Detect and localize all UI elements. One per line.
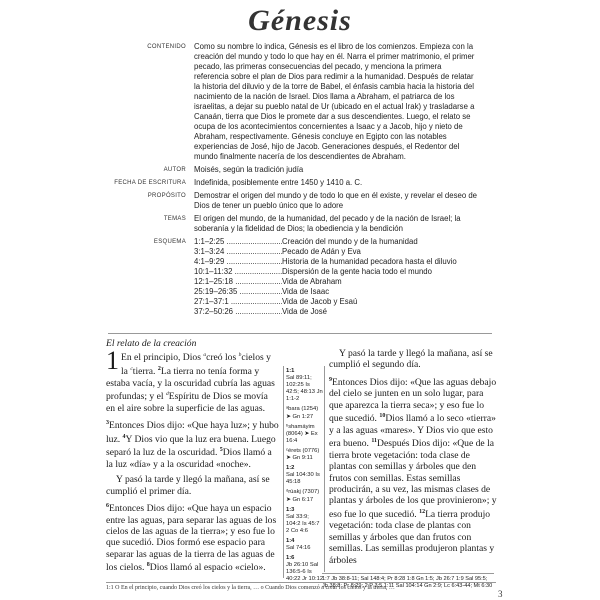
verse-paragraph: $^6$Entonces Dios dijo: «Que haya un espacio entre las aguas, para separar las aguas de los cielos de las aguas de la tierra»; y eso fue lo que sucedió. Dios formó ese espacio para separar las aguas de la tierra de las aguas de los cielos. $^8$Dios llamó al espacio «cielo». [106, 503, 277, 574]
esquema-label: ESQUEMA [153, 239, 186, 245]
cross-reference-footer: 1:7 Jb 38:8-11; Sal 148:4; Pr 8:28 1:8 Gn 1:5; Jb 26:7 1:9 Sal 95:5; Jb 38:8; Pr 8:29; 2 P 3:5 1:11 Sal 104:14 Gn 2:9; Lc 6:43-44; Mt 6:30 [322, 573, 494, 590]
verse-number: 4 [122, 433, 126, 440]
cross-reference: 1:4 Sal 74:16 [286, 537, 311, 552]
fecha-label: FECHA DE ESCRITURA [114, 180, 186, 186]
scripture-column-right [329, 348, 499, 570]
contenido-text: Como su nombre lo indica, Génesis es el libro de los comienzos. Empieza con la creación del mundo y todo lo que hay en él. Narra el primer matrimonio, el primer pecado, las primeras consecuencias del pecado, y menciona la primera referencia sobre el plan de Dios para redimir a la humanidad. Después de relatar la historia del diluvio y de la torre de Babel, el énfasis cambia hacia la historia del nacimiento de la nación de Israel. Dios llama a Abraham, el patriarca de los israelitas, a dejar su pueblo natal de Ur (ubicado en el actual Irak) y trasladarse a Canaán, tierra que Dios le promete dar a sus descendientes. Luego, el relato se ocupa de los acontecimientos concernientes a Isaac y a Jacob, hijo y nieto de Abraham, respectivamente. Génesis concluye en Egipto con las notables experiencias de José, hijo de Jacob. Generaciones después, el Redentor del mundo finalmente nacería de los descendientes de Abraham. [194, 42, 475, 161]
esquema-item: 27:1–37:1 ..... Vida de Jacob y Esaú [194, 297, 478, 307]
verse-number: 12 [419, 508, 426, 515]
cross-reference: ᵇshamáyim (8064) ➤ Ex 16:4 [286, 423, 318, 444]
autor-text: Moisés, según la tradición judía [194, 165, 304, 174]
cross-reference: ᶜérets (0776) ➤ Gn 9:11 [286, 447, 320, 462]
verse-paragraph: Y pasó la tarde y llegó la mañana, así se cumplió el segundo día. [329, 348, 493, 371]
verse-paragraph: Y pasó la tarde y llegó la mañana, así se cumplió el primer día. [106, 474, 270, 497]
book-introduction [108, 42, 478, 320]
esquema-item: 12:1–25:18 ..... Vida de Abraham [194, 277, 478, 287]
intro-autor [108, 165, 478, 175]
chapter-number: 1 [106, 346, 119, 376]
section-heading: El relato de la creación [106, 338, 197, 349]
verse-number: 9 [329, 376, 332, 383]
esquema-item: 10:1–11:32 ..... Dispersión de la gente hacia todo el mundo [194, 267, 478, 277]
esquema-item: 1:1–2:25 ..... Creación del mundo y de la humanidad [194, 237, 478, 247]
column-rule [324, 366, 325, 572]
cross-reference: 1:1 Sal 89:11; 102:25 Is 42:5; 48:13 Jn 1:1-2 [286, 368, 323, 403]
intro-esquema [108, 237, 478, 317]
cross-reference: ᵃbara (1254) ➤ Gn 1:27 [286, 406, 319, 420]
temas-text: El origen del mundo, de la humanidad, del pecado y de la nación de Israel; la soberanía y la fidelidad de Dios; la obediencia y la bendición [194, 214, 461, 233]
page-number: 3 [498, 589, 503, 599]
intro-temas [108, 214, 478, 234]
contenido-label: CONTENIDO [147, 44, 186, 50]
cross-reference: 1:3 Sal 33:9; 104:2 Is 45:7 2 Co 4:6 [286, 506, 320, 534]
cross-reference-column [286, 368, 324, 587]
esquema-item: 37:2–50:26 ..... Vida de José [194, 307, 478, 317]
intro-fecha [108, 178, 478, 188]
fecha-text: Indefinida, posiblemente entre 1450 y 1410 a. C. [194, 178, 363, 187]
verse-paragraph: 1 En el principio, Dios $^a$creó los $^b$cielos y la $^c$tierra. $^2$La tierra no tenía forma y estaba vacía, y la oscuridad cubría las aguas profundas; y el $^d$Espíritu de Dios se movía en el aire sobre la superficie de las aguas. [106, 346, 275, 414]
verse-number: 10 [379, 413, 386, 420]
esquema-item: 25:19–26:35 ..... Vida de Isaac [194, 287, 478, 297]
column-rule [283, 366, 284, 578]
section-divider [108, 333, 492, 334]
proposito-text: Demostrar el origen del mundo y de todo lo que en él existe, y revelar el deseo de Dios de tener un pueblo único que lo adore [194, 191, 478, 210]
esquema-item: 3:1–3:24 ..... Pecado de Adán y Eva [194, 247, 478, 257]
intro-contenido [108, 42, 478, 162]
verse-number: 2 [157, 366, 161, 372]
cross-reference: 1:2 Sal 104:30 Is 45:18 [286, 465, 320, 486]
verse-number: 6 [106, 503, 109, 509]
cross-reference: 1:6 Jb 26:10 Sal 136:5-6 Is 40:22 Jr 10:12 [286, 555, 324, 583]
proposito-label: PROPÓSITO [147, 193, 186, 199]
temas-label: TEMAS [163, 216, 186, 222]
intro-proposito [108, 191, 478, 211]
verse-number: 8 [146, 562, 150, 569]
autor-label: AUTOR [163, 167, 186, 173]
cross-reference: ᵈrúakj (7307) ➤ Gn 6:17 [286, 489, 320, 503]
verse-paragraph: $^9$Entonces Dios dijo: «Que las aguas debajo del cielo se junten en un solo lugar, para que aparezca la tierra seca»; y eso fue lo que sucedió. $^{10}$Dios llamó a lo seco «tierra» y a las aguas «mares». Y Dios vio que esto era bueno. $^{11}$Después Dios dijo: «Que de la tierra brote vegetación: toda clase de plantas con semillas y árboles que den frutos con semillas. Estas semillas producirán, a su vez, las mismas clases de plantas y árboles de los que provinieron»; y eso fue lo que sucedió. $^{12}$La tierra produjo vegetación: toda clase de plantas con semillas y árboles que dan frutos con semillas. Las semillas produjeron plantas y árboles [329, 376, 497, 566]
verse-number: 11 [371, 438, 378, 445]
footnote: 1:1 O En el principio, cuando Dios creó los cielos y la tierra, … o Cuando Dios comenzó a crear los cielos y la tierra, … [106, 582, 496, 591]
book-title: Génesis [248, 4, 352, 37]
verse-number: 5 [219, 447, 223, 454]
verse-paragraph: $^3$Entonces Dios dijo: «Que haya luz»; y hubo luz. $^4$Y Dios vio que la luz era buena. Luego separó la luz de la oscuridad. $^5$Dios llamó a la luz «día» y a la oscuridad «noche». [106, 420, 279, 470]
esquema-list [194, 237, 478, 317]
esquema-item: 4:1–9:29 ..... Historia de la humanidad pecadora hasta el diluvio [194, 257, 478, 267]
scripture-column-left [106, 338, 279, 578]
verse-number: 3 [106, 420, 109, 426]
